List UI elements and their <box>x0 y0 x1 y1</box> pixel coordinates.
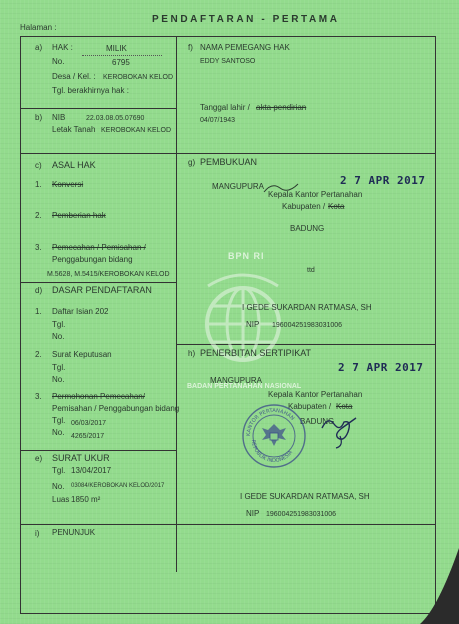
dasar-item1-tgl: Tgl. <box>52 320 66 329</box>
divider-i <box>20 524 436 525</box>
section-c-label: c) <box>35 161 42 170</box>
section-e-label: e) <box>35 454 43 463</box>
surat-ukur-tgl-value: 13/04/2017 <box>71 466 112 475</box>
pembukuan-office-a: Kepala Kantor Pertanahan <box>268 190 363 199</box>
pembukuan-official: I GEDE SUKARDAN RATMASA, SH <box>242 303 372 312</box>
penerbitan-official: I GEDE SUKARDAN RATMASA, SH <box>240 492 370 501</box>
pembukuan-nip-value: 196004251983031006 <box>272 322 343 329</box>
seal-ring-bottom-text: REPUBLIK INDONESIA <box>249 439 295 465</box>
pembukuan-region: BADUNG <box>290 224 325 233</box>
birth-label-strike: akta pendirian <box>256 103 307 112</box>
official-seal-stamp <box>240 402 308 470</box>
watermark-top-text: BPN RI <box>228 251 265 261</box>
birth-value: 04/07/1943 <box>200 117 236 124</box>
no-value: 6795 <box>112 58 130 67</box>
bpn-watermark-emblem <box>188 246 298 396</box>
birth-label: Tanggal lahir / <box>200 103 250 112</box>
surat-ukur-title: SURAT UKUR <box>52 453 110 463</box>
penerbitan-office-b: Kabupaten / <box>288 402 332 411</box>
dasar-item2: Surat Keputusan <box>52 350 112 359</box>
penerbitan-office-b-strike: Kota <box>336 402 353 411</box>
pemegang-title: NAMA PEMEGANG HAK <box>200 43 290 52</box>
pembukuan-place: MANGUPURA <box>212 182 265 191</box>
letak-value: KEROBOKAN KELOD <box>101 127 172 134</box>
asal-hak-title: ASAL HAK <box>52 160 96 170</box>
surat-ukur-no-label: No. <box>52 482 65 491</box>
asal-item3-b: Penggabungan bidang <box>52 255 133 264</box>
page-title: PENDAFTARAN - PERTAMA <box>152 14 340 25</box>
asal-item3-num: 3. <box>35 243 42 252</box>
dasar-item3-no-label: No. <box>52 428 65 437</box>
center-divider <box>176 36 177 572</box>
section-i-label: i) <box>35 529 40 538</box>
surat-ukur-tgl-label: Tgl. <box>52 466 66 475</box>
dasar-item3-tgl-value: 06/03/2017 <box>71 420 107 427</box>
dasar-title: DASAR PENDAFTARAN <box>52 285 152 295</box>
svg-text:REPUBLIK INDONESIA <box>250 440 294 464</box>
pembukuan-office-b: Kabupaten / <box>282 202 326 211</box>
section-g-label: g) <box>188 158 196 167</box>
nib-value: 22.03.08.05.07690 <box>86 115 145 122</box>
penerbitan-region: BADUNG <box>300 417 335 426</box>
surat-ukur-no-value: 03084/KEROBOKAN KELOD/2017 <box>71 483 165 489</box>
pembukuan-title: PEMBUKUAN <box>200 157 258 167</box>
hak-label: HAK : <box>52 43 73 52</box>
penunjuk-title: PENUNJUK <box>52 528 96 537</box>
asal-item3-a: Pemecahan / Pemisahan / <box>52 243 146 252</box>
handwritten-signature-h <box>318 410 362 450</box>
pembukuan-date-stamp: 2 7 APR 2017 <box>340 174 426 187</box>
penerbitan-place: MANGUPURA <box>210 376 263 385</box>
dasar-item2-no: No. <box>52 375 65 384</box>
handwritten-signature-g <box>262 178 302 198</box>
dasar-item3-a: Permohonan Pemecahan/ <box>52 392 145 401</box>
page-fold-corner <box>420 548 459 624</box>
holder-name: EDDY SANTOSO <box>200 58 256 65</box>
asal-item2-num: 2. <box>35 211 42 220</box>
luas-value: 1850 m² <box>71 495 101 504</box>
luas-label: Luas <box>52 495 70 504</box>
dasar-item1-no: No. <box>52 332 65 341</box>
penerbitan-nip-label: NIP <box>246 509 260 518</box>
section-d-label: d) <box>35 286 43 295</box>
divider-c-d <box>20 282 176 283</box>
no-label: No. <box>52 57 65 66</box>
hak-underline <box>82 55 162 56</box>
desa-label: Desa / Kel. : <box>52 72 96 81</box>
penerbitan-title: PENERBITAN SERTIPIKAT <box>200 348 312 358</box>
penerbitan-date-stamp: 2 7 APR 2017 <box>338 361 424 374</box>
dasar-item1-num: 1. <box>35 307 42 316</box>
hak-value: MILIK <box>106 44 127 53</box>
letak-label: Letak Tanah <box>52 125 96 134</box>
pembukuan-office-b-strike: Kota <box>328 202 345 211</box>
watermark-bottom-text: BADAN PERTANAHAN NASIONAL <box>187 383 302 390</box>
dasar-item3-b: Pemisahan / Penggabungan bidang <box>52 404 180 413</box>
dasar-item2-tgl: Tgl. <box>52 363 66 372</box>
asal-item1-num: 1. <box>35 180 42 189</box>
dasar-item3-no-value: 4265/2017 <box>71 433 105 440</box>
pembukuan-ttd: ttd <box>307 267 315 274</box>
nib-label: NIB <box>52 113 66 122</box>
seal-ring-top-text: KANTOR PERTANAHAN <box>245 407 296 437</box>
dasar-item1: Daftar Isian 202 <box>52 307 109 316</box>
asal-item1: Konversi <box>52 180 84 189</box>
asal-item3-c: M.5628, M.5415/KEROBOKAN KELOD <box>47 271 170 278</box>
dasar-item2-num: 2. <box>35 350 42 359</box>
divider-d-e <box>20 450 176 451</box>
section-a-label: a) <box>35 43 43 52</box>
section-h-label: h) <box>188 349 196 358</box>
section-b-label: b) <box>35 113 43 122</box>
penerbitan-nip-value: 196004251983031006 <box>266 511 337 518</box>
desa-value: KEROBOKAN KELOD <box>103 74 174 81</box>
dasar-item3-tgl-label: Tgl. <box>52 416 66 425</box>
penerbitan-office-a: Kepala Kantor Pertanahan <box>268 390 363 399</box>
divider-b-c <box>20 153 436 154</box>
divider-a-b <box>20 108 176 109</box>
pembukuan-nip-label: NIP <box>246 320 260 329</box>
section-f-label: f) <box>188 43 193 52</box>
dasar-item3-num: 3. <box>35 392 42 401</box>
tgl-berakhir-label: Tgl. berakhirnya hak : <box>52 86 129 95</box>
asal-item2: Pemberian hak <box>52 211 106 220</box>
page-label: Halaman : <box>20 23 57 32</box>
